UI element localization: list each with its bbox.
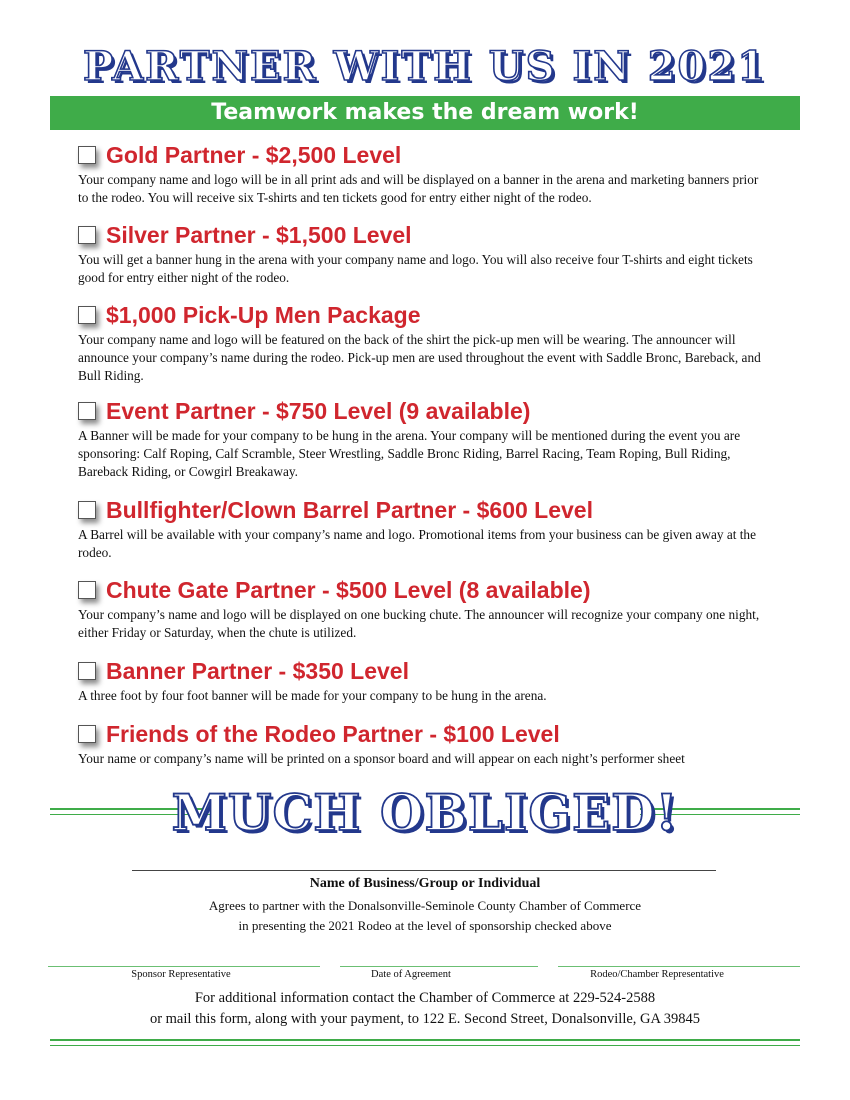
level-chute-gate bbox=[78, 577, 768, 642]
level-title: Bullfighter/Clown Barrel Partner - $600 Level bbox=[106, 496, 593, 523]
level-description: Your company’s name and logo will be displayed on one bucking chute. The announcer will recognize your company one night, either Friday or Saturday, when the chute is utilized. bbox=[78, 607, 760, 640]
level-description: A Banner will be made for your company to be hung in the arena. Your company will be mentioned during the event you are sponsoring: Calf Roping, Calf Scramble, Steer Wrestling, Saddle Bronc Riding, Barrel Racing, Team Roping, Bull Riding, Bareback Riding, or Cowgirl Breakaway. bbox=[78, 428, 741, 479]
divider bbox=[50, 1045, 800, 1046]
bullfighter-checkbox[interactable] bbox=[78, 501, 96, 519]
level-description: Your name or company’s name will be printed on a sponsor board and will appear on each night’s performer sheet bbox=[78, 751, 685, 766]
much-obliged-heading: MUCH OBLIGED! bbox=[171, 783, 679, 842]
event-checkbox[interactable] bbox=[78, 402, 96, 420]
silver-checkbox[interactable] bbox=[78, 226, 96, 244]
sponsor-label: Sponsor Representative bbox=[131, 969, 231, 980]
page-title: PARTNER WITH US IN 2021 bbox=[82, 43, 768, 90]
level-description: Your company name and logo will be featured on the back of the shirt the pick-up men will be wearing. The announcer will announce your company’s name during the rodeo. Pick-up men are used throughout the event with Saddle Bronc, Bareback, and Bull Riding. bbox=[78, 332, 761, 383]
level-gold bbox=[78, 142, 768, 207]
level-description: You will get a banner hung in the arena with your company name and logo. You will also receive four T-shirts and eight tickets good for entry either night of the rodeo. bbox=[78, 252, 753, 285]
business-name-label: Name of Business/Group or Individual bbox=[309, 876, 541, 891]
agreement-text: Agrees to partner with the Donalsonville-Seminole County Chamber of Commerce bbox=[208, 898, 642, 913]
level-title: Banner Partner - $350 Level bbox=[106, 657, 409, 684]
mailing-info: or mail this form, along with your payment, to 122 E. Second Street, Donalsonville, GA 39845 bbox=[149, 1011, 701, 1027]
level-bullfighter bbox=[78, 497, 768, 562]
level-silver bbox=[78, 222, 768, 287]
level-pickup-men bbox=[78, 302, 768, 385]
agreement-text: in presenting the 2021 Rodeo at the level of sponsorship checked above bbox=[238, 918, 612, 933]
banner-checkbox[interactable] bbox=[78, 662, 96, 680]
level-description: Your company name and logo will be in all print ads and will be displayed on a banner in the arena and marketing banners prior to the rodeo. You will receive six T-shirts and ten tickets good for entry either night of the rodeo. bbox=[78, 172, 759, 205]
level-title: Silver Partner - $1,500 Level bbox=[106, 221, 412, 248]
level-description: A Barrel will be available with your company’s name and logo. Promotional items from your business can be given away at the rodeo. bbox=[78, 527, 756, 560]
tagline-banner: Teamwork makes the dream work! bbox=[50, 96, 800, 130]
chamber-label: Rodeo/Chamber Representative bbox=[590, 969, 724, 980]
level-description: A three foot by four foot banner will be made for your company to be hung in the arena. bbox=[78, 688, 547, 703]
business-name-line[interactable] bbox=[132, 870, 716, 871]
level-event bbox=[78, 398, 768, 481]
gold-checkbox[interactable] bbox=[78, 146, 96, 164]
level-title: Event Partner - $750 Level (9 available) bbox=[106, 397, 531, 424]
chute-gate-checkbox[interactable] bbox=[78, 581, 96, 599]
level-banner bbox=[78, 658, 768, 705]
contact-info: For additional information contact the Chamber of Commerce at 229-524-2588 bbox=[194, 990, 656, 1006]
level-title: $1,000 Pick-Up Men Package bbox=[106, 301, 421, 328]
chamber-signature-line[interactable] bbox=[558, 966, 800, 967]
sponsor-signature-line[interactable] bbox=[48, 966, 320, 967]
level-title: Friends of the Rodeo Partner - $100 Level bbox=[106, 720, 560, 747]
date-line[interactable] bbox=[340, 966, 538, 967]
level-title: Chute Gate Partner - $500 Level (8 available) bbox=[106, 576, 591, 603]
level-friends bbox=[78, 721, 768, 768]
level-title: Gold Partner - $2,500 Level bbox=[106, 141, 402, 168]
friends-checkbox[interactable] bbox=[78, 725, 96, 743]
divider bbox=[50, 1039, 800, 1041]
date-label: Date of Agreement bbox=[371, 969, 451, 980]
pickup-men-checkbox[interactable] bbox=[78, 306, 96, 324]
